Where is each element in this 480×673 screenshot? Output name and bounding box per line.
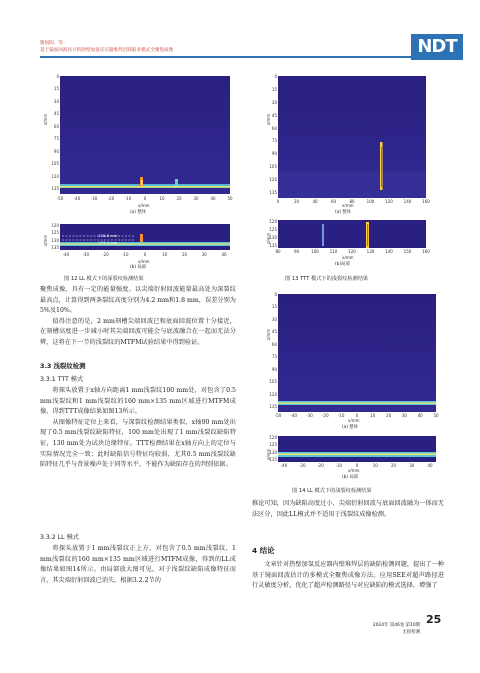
tick-label: 50 [433,413,439,418]
tick-label: 30 [409,463,415,468]
tick-label: 135 [51,245,59,250]
tick-label: -40 [280,463,288,468]
tick-label: 120 [385,199,393,204]
tick-label: 120 [269,391,277,397]
tick-label: 45 [53,111,59,117]
tick-label: -10 [124,196,132,201]
tick-label: 135 [269,190,277,195]
tick-label: 135 [269,404,277,409]
section-heading: 4 结论 [252,546,275,555]
fig14b-sublabel: (b) 局部 [342,475,359,480]
tick-label: 0 [355,413,359,418]
fig12b-annot-1: 136.8 mm [98,233,118,238]
heatmap-area [278,436,436,462]
fig13b-xlabel: x/mm [342,255,354,260]
backwall-echo-core [278,454,436,456]
tick-label: 135 [51,186,59,191]
heatmap-area [278,220,426,248]
tick-label: -10 [337,413,345,418]
tick-label: 125 [51,230,59,236]
tick-label: 0 [56,74,59,79]
tick-label: 125 [269,442,277,448]
tick-label: 135 [269,457,277,462]
fig12a-sublabel: (a) 整体 [130,210,146,215]
tick-label: 0 [274,292,277,297]
tick-label: 20 [390,463,397,468]
backwall-echo-core [60,244,230,245]
crack-tip-echo [140,234,143,242]
fig14b-xlabel: x/mm [348,468,360,473]
tick-label: 120 [269,219,277,224]
tick-label: 30 [53,98,59,104]
tick-label: 40 [312,199,318,204]
fig12a-ylabel: z/mm [43,113,48,125]
tick-label: 130 [269,449,277,455]
tick-label: 130 [269,235,277,240]
fig13a-ylabel: z/mm [266,113,271,125]
fig13a-xlabel: x/mm [342,203,354,208]
fig13a-plot [262,72,432,212]
tick-label: 105 [269,379,277,385]
heatmap-area [60,224,230,250]
tick-label: 105 [269,164,277,170]
tick-label: 10 [370,413,376,418]
tick-label: 60 [53,123,59,129]
heatmap-area [278,294,436,412]
tick-label: 30 [271,99,277,105]
tick-label: 140 [385,249,393,254]
tick-label: 90 [271,366,277,372]
tick-label: -30 [298,463,306,468]
fig14b-ylabel: z/mm [266,448,271,460]
tick-label: 0 [276,199,280,204]
tick-label: -40 [290,413,298,418]
tick-label: 40 [210,196,216,201]
tick-label: 100 [311,249,319,254]
tick-label: -40 [62,252,70,257]
fig14-caption: 图 14 LL 模式下的浅裂纹检测结果 [292,488,372,494]
tick-label: 30 [193,196,199,201]
fig14a-xlabel: x/mm [348,418,360,423]
fig12-caption: 图 12 LL 模式下的深裂纹检测结果 [64,276,144,282]
left-column-text-3 [40,544,236,586]
tick-label: 60 [271,125,277,131]
tick-label: 120 [348,249,356,254]
left-column-text-2 [40,386,236,471]
header-title: 基于镜面回波估计的肋壁加氢反应器堆焊层缺陷多模式全聚焦成像 [40,48,174,53]
tick-label: 30 [271,316,277,322]
paragraph: 文章针对热壁加氢反应器内壁堆焊层的缺陷检测问题，提出了一种基于镜面回波估计的多模式全聚焦成像方法。应用SEE对超声路径进行灵敏度分析，优化了超声检测路径与对应缺陷的模式选择，增强了 [252,561,444,590]
tick-label: 20 [386,413,392,418]
left-column-text [40,285,236,349]
tick-label: 10 [159,196,165,201]
tick-label: 90 [53,148,59,154]
fig13b-ylabel: z/mm [266,232,271,244]
subsection-heading: 3.3.1 TTT 模式 [40,376,84,383]
tick-label: 75 [53,136,59,142]
fig13a-sublabel: (a) 整体 [335,210,351,215]
tick-label: 105 [51,161,59,167]
right-column-text-2 [252,560,444,592]
tick-label: 40 [417,413,423,418]
crack-tip-core [141,180,143,185]
tick-label: 30 [401,413,407,418]
tick-label: -20 [322,413,329,418]
fig13-caption: 图 13 TTT 模式下的浅裂纹检测结果 [285,276,369,282]
tick-label: 40 [427,463,433,468]
tick-label: 120 [51,173,59,179]
section-heading: 3.3 浅裂纹检测 [40,362,86,370]
tick-label: 120 [269,435,277,440]
paragraph: 推论可知，因为缺陷高度过小，尖端衍射回波与底面回波融为一体而无法区分，因此LL模式并不适用于浅裂纹成像检测。 [252,500,444,518]
tick-label: 20 [293,199,300,204]
tick-label: 150 [403,249,412,254]
backwall-echo-core [278,403,436,404]
tick-label: 50 [227,196,233,201]
tick-label: 0 [143,196,147,201]
journal-name: 无损检测 [402,630,420,635]
tick-label: -50 [274,413,282,418]
paragraph: 从图像特征定位上来看，与深裂纹检测结果类似，x轴90 mm处出现了0.5 mm浅裂纹缺陷特征，100 mm处出现了1 mm浅裂纹缺陷特征，130 mm处为试块边缘特征。TTT检测结果在x轴方向上的定位与实际情况完全一致；此时缺陷信号特征均较弱，尤其0.5 mm浅裂纹缺陷特征几乎与背景噪声处于同等水平，不能作为缺陷存在的判别依据。 [40,418,236,469]
fig12b-annot-2: 133.2 mm [98,240,118,245]
tick-label: -30 [90,196,98,201]
tick-label: 20 [176,196,182,201]
fig14a-sublabel: (a) 整体 [342,425,358,430]
right-column-text [252,499,444,520]
fig12b-sublabel: (b) 局部 [130,265,147,270]
tick-label: -40 [73,196,81,201]
tick-label: 30 [201,252,207,257]
crack-echo [322,224,324,246]
tick-label: 45 [271,329,277,335]
paragraph: 将探头放置于x轴方向距离1 mm浅裂纹100 mm处，对包含了0.5 mm浅裂纹和1 mm浅裂纹的160 mm×135 mm区域进行MTFM成像，得到TTT成像结果如图13所示。 [40,387,236,416]
tick-label: -20 [107,196,115,201]
tick-label: 15 [271,86,277,92]
tick-label: 10 [162,252,168,257]
header-rule [40,56,411,58]
tick-label: 40 [221,252,227,257]
page-number: 25 [426,613,442,626]
tick-label: 160 [422,199,430,204]
tick-label: -30 [82,252,90,257]
journal-logo: NDT [411,34,463,60]
tick-label: 120 [269,177,277,183]
tick-label: 0 [143,252,147,257]
paragraph: 聚焦成像，具有一定的能量强度。以尖端衍射回波能量最高处为深裂纹最高点，计算得到两条裂纹高度分别为4.2 mm和1.8 mm，误差分别为5%及10%。 [40,286,236,315]
fig12b-xlabel: x/mm [138,259,150,264]
tick-label: 20 [181,252,188,257]
tick-label: -30 [306,413,313,418]
tick-label: 90 [293,249,300,254]
backwall-echo-core [60,186,230,188]
tick-label: -10 [121,252,129,257]
tick-label: 75 [271,354,277,360]
tick-label: 10 [372,463,378,468]
tick-label: 15 [271,304,277,310]
tick-label: 60 [330,199,337,204]
specimen-edge-core [367,224,368,246]
fig14a-plot [262,290,442,425]
crack-tip-echo [175,179,178,186]
tick-label: 80 [275,249,281,254]
fig13b-sublabel: (b)局部 [335,262,350,267]
issue-info: 2024年 第46卷 第10期 [372,623,420,628]
tick-label: 0 [274,74,277,79]
tick-label: 160 [422,249,430,254]
tick-label: 90 [271,151,277,157]
tick-label: -20 [102,252,109,257]
tick-label: 45 [271,112,277,118]
fig12b-ylabel: z/mm [43,234,48,246]
tick-label: -50 [56,196,64,201]
fig12a-xlabel: x/mm [138,203,150,208]
tick-label: 60 [271,341,277,347]
noise-band [278,172,426,198]
tick-label: -20 [317,463,324,468]
tick-label: 120 [51,223,59,228]
paragraph: 值得注意的是，2 mm刻槽尖端回波已和底面回波位置十分接近，在刻槽高度进一步减小时其尖端回波可能会与底波融合在一起而无法分辨，这将在下一节的浅裂纹的MTFM试验结果中得到验证。 [40,317,236,346]
tick-label: 110 [329,249,338,254]
tick-label: 130 [366,249,375,254]
tick-label: 75 [271,138,277,144]
specimen-edge-core [381,147,382,187]
tick-label: -10 [335,463,343,468]
tick-label: 135 [269,243,277,248]
heatmap-area [60,76,230,194]
tick-label: 125 [269,227,277,232]
paragraph: 将探头放置于1 mm浅裂纹正上方，对包含了0.5 mm浅裂纹、1 mm浅裂纹的160 mm×135 mm区域进行MTFM成像，得到的LL成像结果如图14所示。由局部放大图可见，对于浅裂纹缺陷成像特征而言，其尖端衍射回波已消失。根据3.2.2节的 [40,545,236,584]
fig14a-ylabel: z/mm [266,328,271,340]
tick-label: 0 [355,463,359,468]
tick-label: 80 [349,199,355,204]
subsection-heading: 3.3.2 LL 模式 [40,534,79,541]
tick-label: 130 [51,237,59,243]
tick-label: 140 [403,199,412,204]
tick-label: 15 [53,86,59,92]
header-authors: 滕国阳，等： [40,41,68,46]
tick-label: 100 [366,199,375,204]
